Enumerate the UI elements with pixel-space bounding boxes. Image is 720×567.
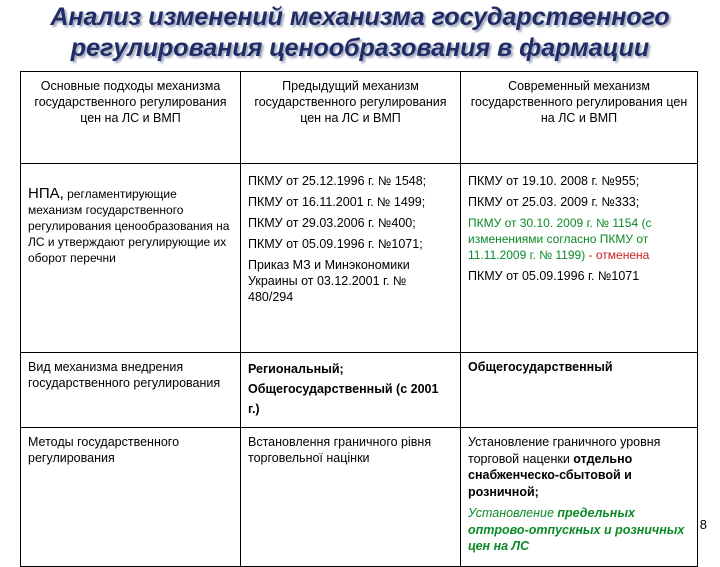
row-methods [21, 428, 698, 567]
header-previous: Предыдущий механизм государственного регулирования цен на ЛС и ВМП [241, 72, 461, 164]
npa-curr-item: ПКМУ от 05.09.1996 г. №1071 [468, 269, 640, 283]
npa-prev-item: ПКМУ от 29.03.2006 г. №400; [248, 216, 416, 230]
methods-curr-b-bold: предельных оптрово-отпускных и розничных цен [468, 506, 685, 553]
methods-curr-a: Установление граничного уровня торговой наценки [468, 435, 661, 466]
methods-curr-a-bold: отдельно снабженческо-сбытовой и розничной; [468, 451, 633, 499]
methods-current-cell [461, 428, 698, 567]
npa-curr-cancelled-text: - отменена [585, 248, 650, 262]
npa-label-cell [21, 164, 241, 353]
npa-prev-item: ПКМУ от 16.11.2001 г. № 1499; [248, 195, 426, 209]
title-line-2: регулирования ценообразования в фармации [70, 34, 650, 62]
npa-curr-item: ПКМУ от 25.03. 2009 г. №333; [468, 195, 640, 209]
slide-title [0, 2, 720, 64]
npa-previous-cell [241, 164, 461, 353]
page-number: 8 [699, 517, 707, 532]
npa-lead: НПА, [28, 185, 64, 202]
npa-curr-item: ПКМУ от 19.10. 2008 г. №955; [468, 174, 640, 188]
methods-curr-b-tail: на ЛС [490, 539, 530, 553]
header-approaches: Основные подходы механизма государственного регулирования цен на ЛС и ВМП [21, 72, 241, 164]
title-line-1: Анализ изменений механизма государственного [50, 3, 670, 31]
row-npa [21, 164, 698, 353]
npa-curr-amended-text: ПКМУ от 30.10. 2009 г. № 1154 (с изменениями согласно ПКМУ от 11.11.2009 г. № 1199) [468, 216, 652, 262]
npa-prev-item: ПКМУ от 25.12.1996 г. № 1548; [248, 174, 427, 188]
row-type [21, 353, 698, 428]
type-label-cell: Вид механизма внедрения государственного регулирования [21, 353, 241, 428]
comparison-table [20, 71, 698, 567]
type-previous-cell: Региональный; Общегосударственный (с 2001 г.) [241, 353, 461, 428]
methods-curr-b: Установление [468, 506, 558, 520]
methods-curr-item-green [468, 505, 690, 555]
npa-label-text: регламентирующие механизм государственного регулирования ценообразования на ЛС и утверждают регулирующие их оборот перечни [28, 187, 230, 265]
npa-curr-item-amended [468, 215, 690, 263]
methods-label-cell: Методы государственного регулирования [21, 428, 241, 567]
header-row [21, 72, 698, 164]
npa-prev-item: Приказ МЗ и Минэкономики Украины от 03.12.2001 г. № 480/294 [248, 258, 410, 304]
methods-curr-item [468, 434, 690, 500]
npa-prev-item: ПКМУ от 05.09.1996 г. №1071; [248, 237, 423, 251]
type-current-cell: Общегосударственный [461, 353, 698, 428]
header-current: Современный механизм государственного регулирования цен на ЛС и ВМП [461, 72, 698, 164]
npa-current-cell [461, 164, 698, 353]
methods-previous-cell: Встановлення граничного рівня торговельної націнки [241, 428, 461, 567]
